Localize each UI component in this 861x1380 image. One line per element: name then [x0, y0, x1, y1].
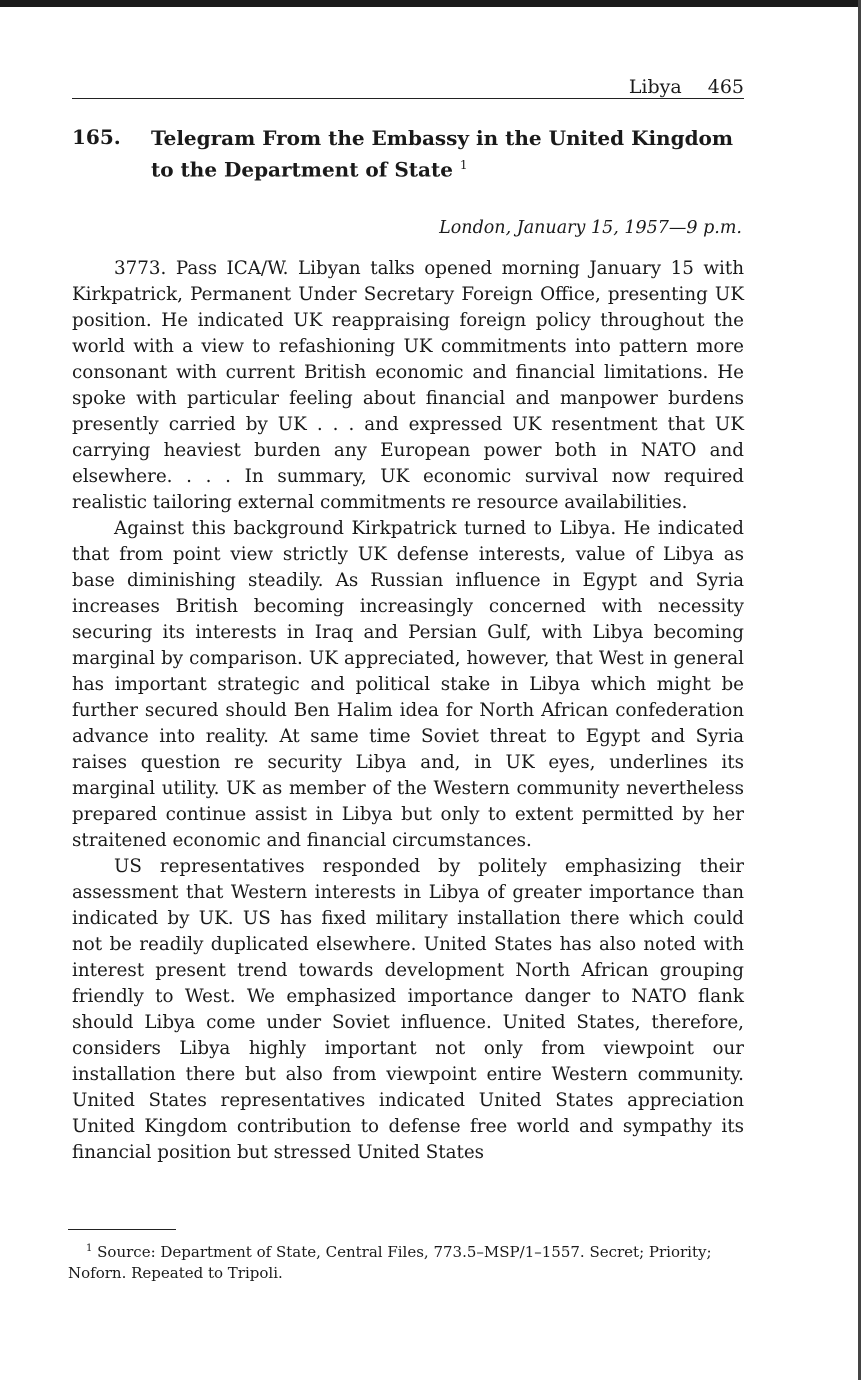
paragraph: US representatives responded by politely emphasizing their assessment that Western interests in Libya of greater importance than indicated by UK. US has fixed military installation there which could not be readily duplicated elsewhere. United States has also noted with interest present trend towards development North African grouping friendly to West. We emphasized importance danger to NATO flank should Libya come under Soviet influence. United States, therefore, considers Libya highly important not only from viewpoint our installation there but also from viewpoint entire Western community. United States representatives indicated United States appreciation United Kingdom contribution to defense free world and sympathy its financial position but stressed United States: [72, 856, 744, 1163]
paragraph: 3773. Pass ICA/W. Libyan talks opened morning January 15 with Kirkpatrick, Permanent Under Secretary Foreign Office, presenting UK position. He indicated UK reappraising foreign policy throughout the world with a view to refashioning UK commitments into pattern more consonant with current British economic and financial limitations. He spoke with particular feeling about financial and manpower burdens presently carried by UK . . . and expressed UK resentment that UK carrying heaviest burden any European power both in NATO and elsewhere. . . . In summary, UK economic survival now required realistic tailoring external commitments re resource availabilities.: [72, 258, 744, 513]
document-number: 165.: [72, 125, 121, 149]
running-head-section: Libya: [628, 76, 682, 98]
page-top-border: [0, 0, 861, 7]
dateline: London, January 15, 1957—9 p.m.: [439, 218, 742, 238]
page-number: 465: [707, 76, 744, 98]
footnote-text: Source: Department of State, Central Files, 773.5–MSP/1–1557. Secret; Priority; Noforn. Repeated to Tripoli.: [68, 1243, 712, 1282]
paragraph: Against this background Kirkpatrick turned to Libya. He indicated that from point view strictly UK defense interests, value of Libya as base diminishing steadily. As Russian influence in Egypt and Syria increases British becoming increasingly concerned with necessity securing its interests in Iraq and Persian Gulf, with Libya becoming marginal by comparison. UK appreciated, however, that West in general has important strategic and political stake in Libya which might be further secured should Ben Halim idea for North African confederation advance into reality. At same time Soviet threat to Egypt and Syria raises question re security Libya and, in UK eyes, underlines its marginal utility. UK as member of the Western community nevertheless prepared continue assist in Libya but only to extent permitted by her straitened economic and financial circumstances.: [72, 518, 744, 851]
telegram-body: [72, 256, 744, 1166]
footnote-reference: 1: [459, 158, 468, 172]
footnote: [68, 1238, 744, 1284]
document-title-text: Telegram From the Embassy in the United Kingdom to the Department of State: [151, 126, 734, 182]
running-head: [72, 76, 744, 99]
footnote-divider: [68, 1229, 176, 1230]
document-title: [151, 125, 751, 184]
footnote-marker: 1: [86, 1243, 93, 1254]
